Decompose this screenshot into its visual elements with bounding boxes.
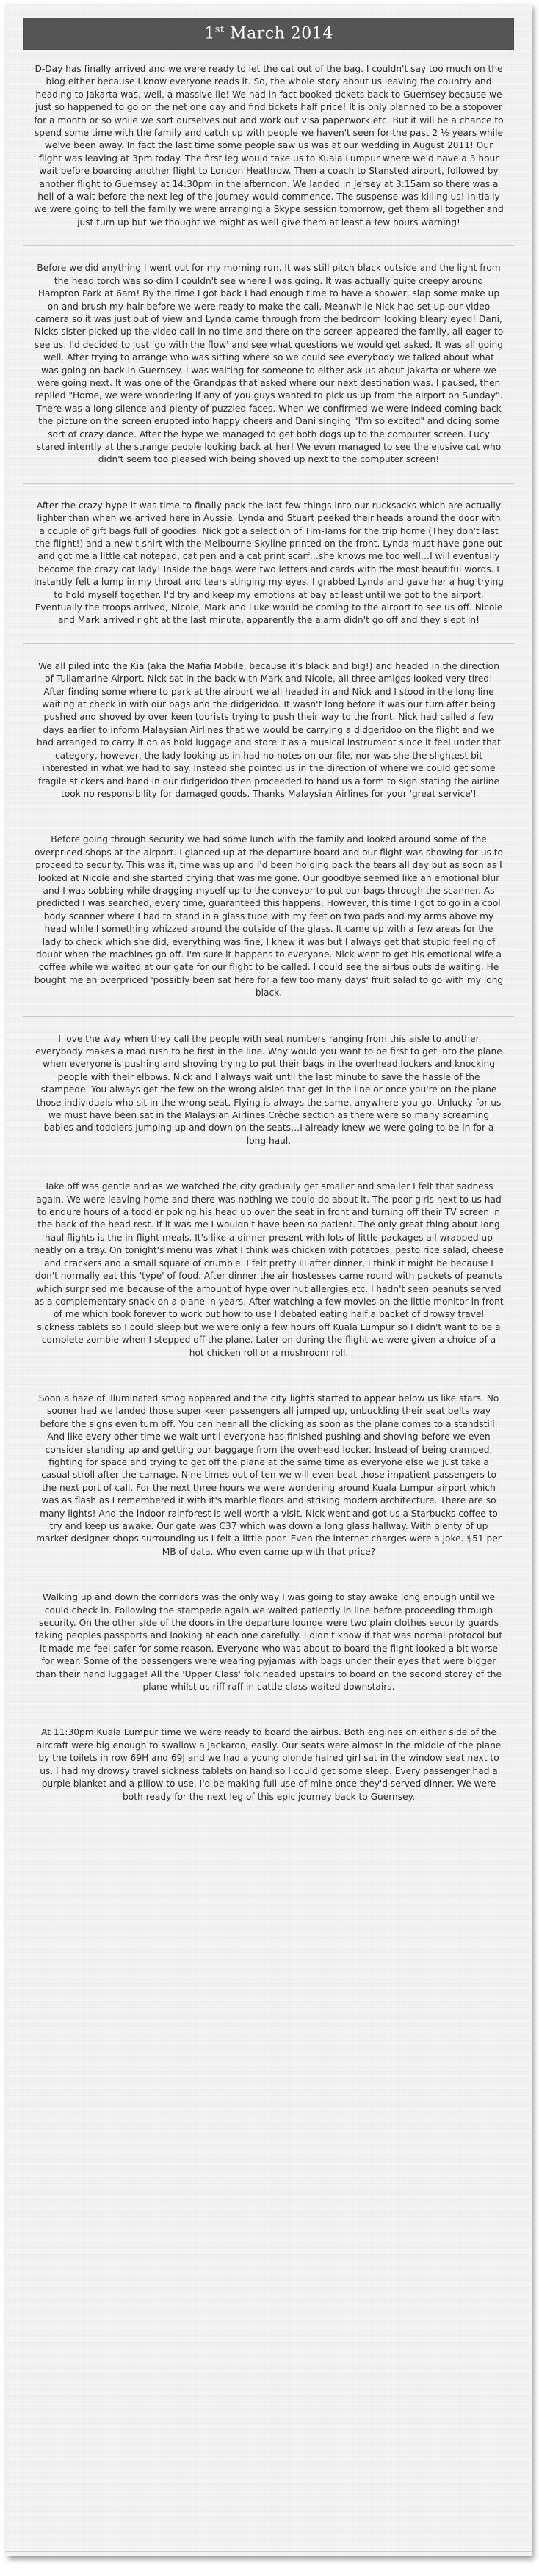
paragraph-divider [23, 1016, 514, 1017]
paragraph-divider [23, 643, 514, 644]
paragraph-divider [23, 245, 514, 246]
title-ordinal-suffix: st [214, 24, 225, 36]
journal-paragraph: Walking up and down the corridors was the only way I was going to stay awake long enough until we could check in. Following the stampede again we waited patiently in line before proceeding through security. On the other side of the doors in the departure lounge were two plain clothes security guards taking peoples passports and looking at each one carefully. I didn't know if that was normal protocol but it made me feel safer for some reason. Everyone who was about to board the flight looked a bit worse for wear. Some of the passengers were wearing pyjamas with bags under their eyes that were bigger than their hand luggage! All the 'Upper Class' folk headed upstairs to board on the second storey of the plane whilst us riff raff in cattle class waited downstairs. [35, 1592, 503, 1693]
journal-page [6, 4, 532, 2556]
journal-paragraph: At 11:30pm Kuala Lumpur time we were ready to board the airbus. Both engines on either side of the aircraft were big enough to swallow a Jackaroo, easily. Our seats were almost in the middle of the plane by the toilets in row 69H and 69J and we had a young blonde haired girl sat in the window seat next to us. I had my drowsy travel sickness tablets on hand so I could get some sleep. Every passenger had a purple blanket and a pillow to use. I'd be making full use of mine once they'd served dinner. We were both ready for the next leg of this epic journey back to Guernsey. [36, 1727, 502, 1802]
journal-paragraph: D-Day has finally arrived and we were ready to let the cat out of the bag. I couldn't say too much on the blog either because I know everyone reads it. So, the whole story about us leaving the country and heading to Jakarta was, well, a massive lie! We had in fact booked tickets back to Guernsey because we just so happened to go on the net one day and find tickets half price! It is only planned to be a stopover for a month or so while we sort ourselves out and work out visa paperwork etc. But it will be a chance to spend some time with the family and catch up with people we haven't seen for the past 2 ½ years while we've been away. In fact the last time some people saw us was at our wedding in August 2011! Our flight was leaving at 3pm today. The first leg would take us to Kuala Lumpur where we'd have a 3 hour wait before boarding another flight to London Heathrow. Then a coach to Stansted airport, followed by another flight to Guernsey at 14:30pm in the afternoon. We landed in Jersey at 3:15am so there was a hell of a wait before the next leg of the journey would commence. The suspense was killing us! Initially we were going to tell the family we were arranging a Skype session tomorrow, get them all together and just turn up but we thought we might as well give them at least a few hours warning! [34, 64, 504, 227]
journal-paragraph: We all piled into the Kia (aka the Mafia Mobile, because it's black and big!) and headed in the direction of Tullamarine Airport. Nick sat in the back with Mark and Nicole, all three amigos looked very tired! After finding some where to park at the airport we all headed in and Nick and I stood in the long line waiting at check in with our bags and the didgeridoo. It wasn't long before it was our turn after being pushed and shoved by over keen tourists trying to push their way to the front. Nick had called a few days earlier to inform Malaysian Airlines that we would be carrying a didgeridoo on the flight and we had arranged to carry it on as hold luggage and store it as a musical instrument since it feel under that category, however, the lady looking us in had no notes on our file, nor was she the slightest bit interested in what we had to say. Instead she pointed us in the direction of where we could get some fragile stickers and hand in our didgeridoo then proceeded to hand us a form to sign stating the airline took no responsibility for damaged goods. Thanks Malaysian Airlines for your 'great service'! [37, 660, 501, 799]
journal-paragraph: Before we did anything I went out for my morning run. It was still pitch black outside and the light from the head torch was so dim I couldn't see where I was going. It was actually quite creepy around Hampton Park at 6am! By the time I got back I had enough time to have a shower, slap some make up on and brush my hair before we were ready to make the call. Meanwhile Nick had set up our video camera so it was just out of view and Lynda came through from the bedroom looking bleary eyed! Dani, Nicks sister picked up the video call in no time and there on the screen appeared the family, all eager to see us. I'd decided to just 'go with the flow' and see what questions we would get asked. It was all going well. After trying to arrange who was sitting where so we could see everybody we talked about what was going on back in Guernsey. I was waiting for someone to either ask us about Jakarta or where we were going next. It was one of the Grandpas that asked where our next destination was. I paused, then replied "Home, we were wondering if any of you guys wanted to pick us up from the airport on Sunday". There was a long silence and plenty of puzzled faces. When we confirmed we were indeed coming back the picture on the screen erupted into happy cheers and Dani singing "I'm so excited" and doing some sort of crazy dance. After the hype we managed to get both dogs up to the computer screen. Lucy stared intently at the strange people looking back at her! We even managed to see the elusive cat who didn't seem too pleased with being shoved up next to the computer screen! [34, 263, 504, 465]
bottom-rule [6, 2551, 532, 2552]
journal-paragraph: I love the way when they call the people with seat numbers ranging from this aisle to another everybody makes a mad rush to be first in the line. Why would you want to be first to get into the plane when everyone is pushing and shoving trying to put their bags in the overhead lockers and knocking people with their elbows. Nick and I always wait until the last minute to save the hassle of the stampede. You always get the few on the wrong aisles that get in the line or once you're on the plane those individuals who sit in the wrong seat. Flying is always the same, anywhere you go. Unlucky for us we must have been sat in the Malaysian Airlines Crèche section as there were so many screaming babies and toddlers jumping up and down on the seats…I already knew we were going to be in for a long haul. [35, 1033, 502, 1146]
paragraph-divider [23, 483, 514, 484]
journal-body [6, 50, 532, 1803]
title-banner [23, 18, 514, 50]
page-title [204, 24, 333, 43]
title-day: 1 [204, 24, 215, 43]
journal-paragraph: After the crazy hype it was time to finally pack the last few things into our rucksacks which are actually lighter than when we arrived here in Aussie. Lynda and Stuart peeked their heads around the door with a couple of gift bags full of goodies. Nick got a selection of Tim-Tams for the trip home (They don't last the flight!) and a new t-shirt with the Melbourne Skyline printed on the front. Lynda must have gone out and got me a little cat notepad, cat pen and a cat print scarf…she knows me too well…I will eventually become the crazy cat lady! Inside the bags were two letters and cards with the most beautiful words. I instantly felt a lump in my throat and tears stinging my eyes. I grabbed Lynda and gave her a hug trying to hold myself together. I'd try and keep my emotions at bay at least until we got to the airport. Eventually the troops arrived, Nicole, Mark and Luke would be coming to the airport to see us off. Nicole and Mark arrived right at the last minute, apparently the alarm didn't go off and they slept in! [34, 500, 504, 626]
journal-paragraph: Take off was gentle and as we watched the city gradually get smaller and smaller I felt that sadness again. We were leaving home and there was nothing we could do about it. The poor girls next to us had to endure hours of a toddler poking his head up over the seat in front and turning off their TV screen in the back of the head rest. If it was me I wouldn't have been so patient. The only great thing about long haul flights is the in-flight meals. It's like a dinner present with lots of little packages all wrapped up neatly on a tray. On tonight's menu was what I think was chicken with potatoes, pesto rice salad, cheese and crackers and a small square of crumble. I felt pretty ill after dinner, I think it might be because I don't normally eat this 'type' of food. After dinner the air hostesses came round with packets of peanuts which surprised me because of the amount of hype over nut allergies etc. I hadn't seen peanuts served as a complementary snack on a plane in years. After watching a few movies on the little monitor in front of me which took forever to work out how to use I debated eating half a packet of drowsy travel sickness tablets so I could sleep but we were only a few hours off Kuala Lumpur so I didn't want to be a complete zombie when I stepped off the plane. Later on during the flight we were given a choice of a hot chicken roll or a mushroom roll. [34, 1181, 504, 1358]
journal-paragraph: Before going through security we had some lunch with the family and looked around some of the overpriced shops at the airport. I glanced up at the departure board and our flight was showing for us to proceed to security. This was it, time was up and I'd been holding back the tears all day but as soon as I looked at Nicole and she started crying that was me gone. Our goodbye seemed like an emotional blur and I was sobbing while dragging myself up to the conveyor to put our bags through the scanner. As predicted I was searched, every time, guaranteed this happens. However, this time I got to go in a cool body scanner where I had to stand in a glass tube with my feet on two pads and my arms above my head while I something whizzed around the outside of the glass. It came up with a few areas for the lady to check which she did, everything was fine, I knew it was but I always get that stupid feeling of doubt when the machines go off. I'm sure it happens to everyone. Nick went to get his emotional wife a coffee while we waited at our gate for our flight to be called. I could see the airbus outside waiting. He bought me an overpriced 'possibly been sat here for a few too many days' fruit salad to go with my long black. [34, 834, 504, 999]
title-month-year: March 2014 [224, 24, 333, 43]
journal-paragraph: Soon a haze of illuminated smog appeared and the city lights started to appear below us like stars. No sooner had we landed those super keen passengers all jumped up, unbuckling their seat belts way before the signs even turn off. You can hear all the clicking as soon as the plane comes to a standstill. And like every other time we wait until everyone has finished pushing and shoving before we even consider standing up and getting our baggage from the overhead locker. Instead of being cramped, fighting for space and trying to get off the plane at the same time as everyone else we just take a casual stroll after the carnage. Nine times out of ten we will even beat those impatient passengers to the next port of call. For the next three hours we were wondering around Kuala Lumpur airport which was as flash as I remembered it with it's marble floors and striking modern architecture. There are so many lights! And the indoor rainforest is well worth a visit. Nick went and got us a Starbucks coffee to try and keep us awake. Our gate was C37 which was down a long glass hallway. With plenty of up market designer shops surrounding us I felt a little poor. Even the internet charges were a joke. $51 per MB of data. Who even came up with that price? [36, 1393, 502, 1557]
